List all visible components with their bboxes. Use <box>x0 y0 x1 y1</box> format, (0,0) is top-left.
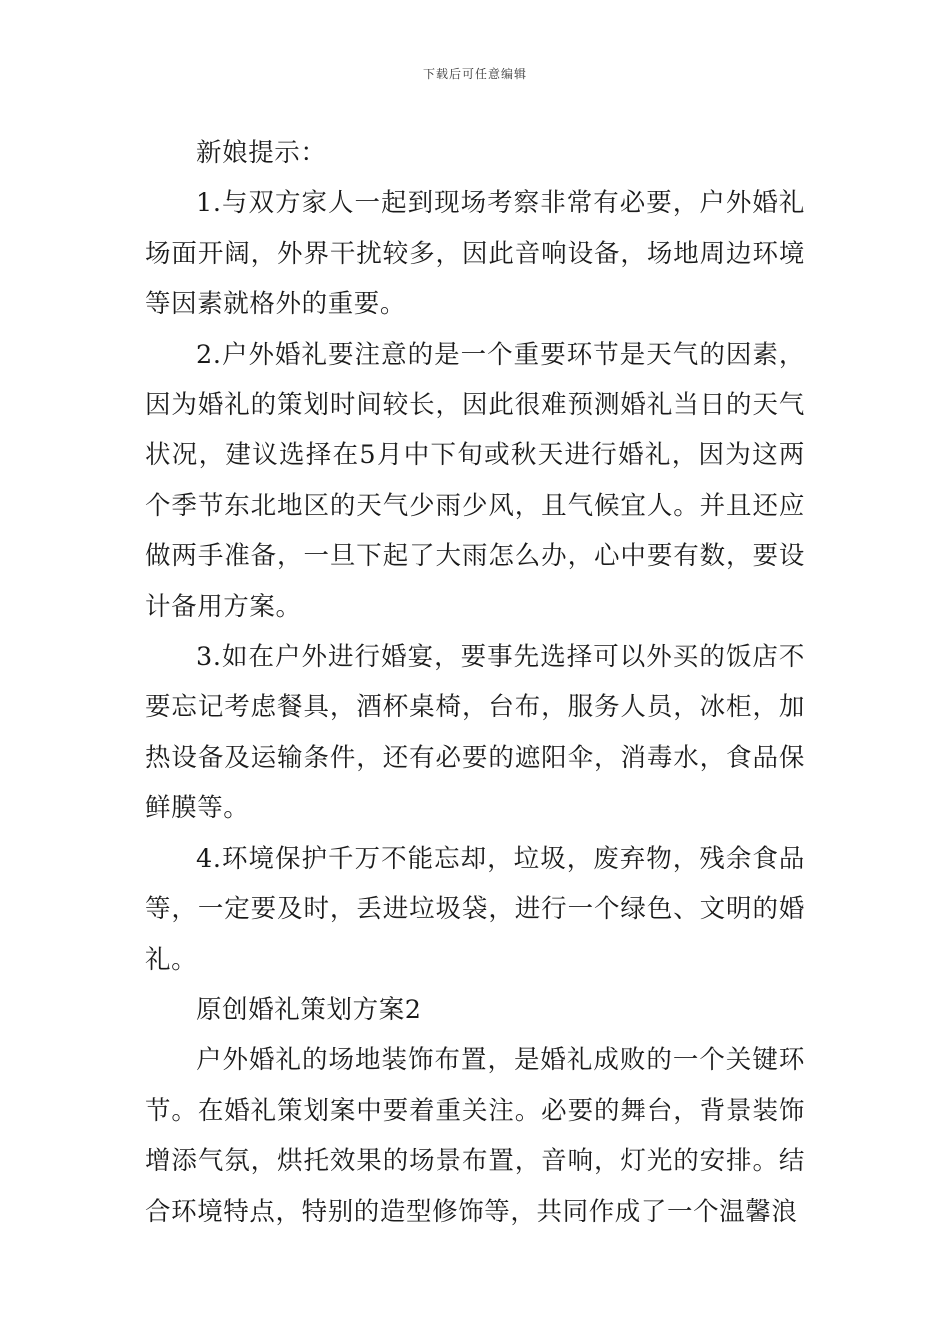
paragraph-tip-1: 1.与双方家人一起到现场考察非常有必要，户外婚礼场面开阔，外界干扰较多，因此音响设备，场地周边环境等因素就格外的重要。 <box>145 188 805 320</box>
paragraph-bride-tips-heading: 新娘提示： <box>196 138 327 168</box>
paragraph-venue-decoration: 户外婚礼的场地装饰布置，是婚礼成败的一个关键环节。在婚礼策划案中要着重关注。必要的舞台，背景装饰增添气氛，烘托效果的场景布置，音响，灯光的安排。结合环境特点，特别的造型修饰等，共同作成了一个温馨浪 <box>145 1045 805 1227</box>
page-header: 下载后可任意编辑 <box>422 67 527 81</box>
paragraph-tip-3: 3.如在户外进行婚宴，要事先选择可以外买的饭店不要忘记考虑餐具，酒杯桌椅，台布，服务人员，冰柜，加热设备及运输条件，还有必要的遮阳伞，消毒水，食品保鲜膜等。 <box>145 642 805 824</box>
section-heading-plan-2: 原创婚礼策划方案2 <box>196 994 422 1025</box>
paragraph-tip-2: 2.户外婚礼要注意的是一个重要环节是天气的因素，因为婚礼的策划时间较长，因此很难预测婚礼当日的天气状况，建议选择在5月中下旬或秋天进行婚礼，因为这两个季节东北地区的天气少雨少风，且气候宜人。并且还应做两手准备，一旦下起了大雨怎么办，心中要有数，要设计备用方案。 <box>145 339 805 622</box>
document-body <box>145 128 805 1237</box>
paragraph-tip-4: 4.环境保护千万不能忘却，垃圾，废弃物，残余食品等，一定要及时，丢进垃圾袋，进行一个绿色、文明的婚礼。 <box>145 843 805 975</box>
